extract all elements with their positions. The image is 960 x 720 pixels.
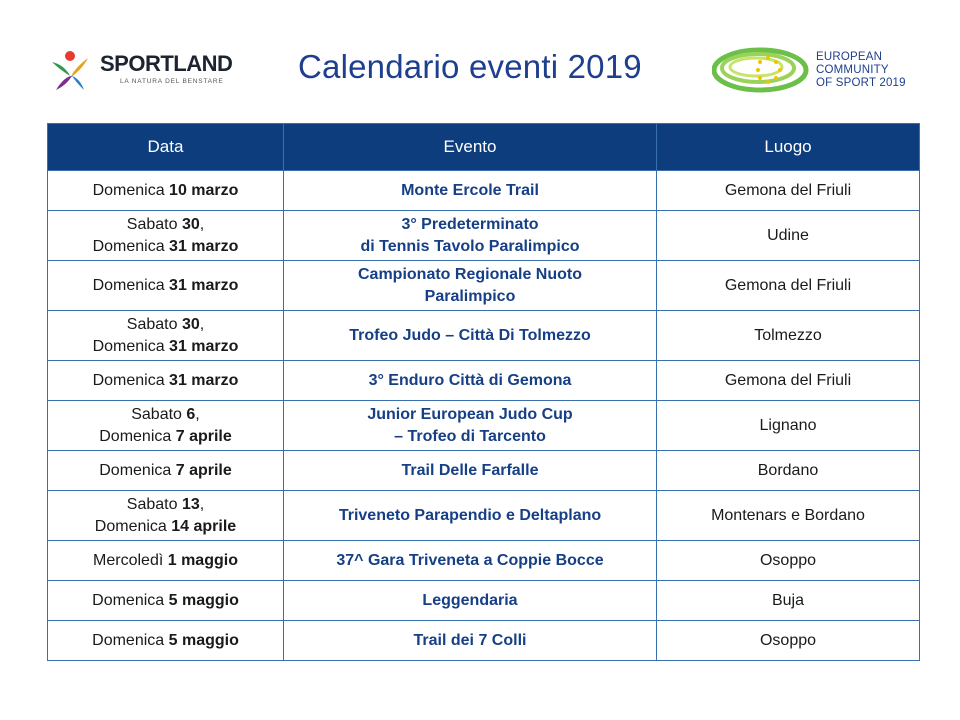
event-place-cell: Gemona del Friuli xyxy=(657,261,920,311)
table-row xyxy=(48,581,920,621)
event-name-line: Trail dei 7 Colli xyxy=(413,631,527,649)
event-name-line: – Trofeo di Tarcento xyxy=(394,427,546,445)
sportland-logo xyxy=(50,48,240,94)
event-date-line xyxy=(54,275,277,297)
event-date-line xyxy=(54,590,277,612)
eu-text-line: OF SPORT 2019 xyxy=(816,77,906,89)
page-header xyxy=(0,0,960,120)
table-row xyxy=(48,211,920,261)
event-date-day: Domenica xyxy=(92,631,169,649)
event-name-cell xyxy=(284,491,657,541)
event-place-cell: Buja xyxy=(657,581,920,621)
event-date-value: 7 aprile xyxy=(175,461,232,479)
event-date-value: 31 marzo xyxy=(169,276,239,294)
event-name-cell xyxy=(284,261,657,311)
event-date-day: Sabato xyxy=(131,405,187,423)
table-row xyxy=(48,621,920,661)
column-header-place: Luogo xyxy=(657,124,920,171)
event-date-value: 5 maggio xyxy=(168,591,239,609)
event-name-cell xyxy=(284,171,657,211)
event-date-cell xyxy=(48,361,284,401)
event-place-cell: Gemona del Friuli xyxy=(657,171,920,211)
event-name-line: Junior European Judo Cup xyxy=(367,405,573,423)
table-row xyxy=(48,361,920,401)
event-date-suffix: , xyxy=(199,315,205,333)
event-date-line xyxy=(54,460,277,482)
event-date-line xyxy=(54,404,277,426)
european-community-text xyxy=(816,51,906,90)
event-date-value: 31 marzo xyxy=(169,337,239,355)
event-date-day: Domenica xyxy=(92,181,170,199)
table-row xyxy=(48,401,920,451)
event-date-cell xyxy=(48,451,284,491)
event-name-line: Trail Delle Farfalle xyxy=(401,461,539,479)
event-name-line: Paralimpico xyxy=(424,287,516,305)
event-date-cell xyxy=(48,401,284,451)
event-name-cell xyxy=(284,541,657,581)
event-name-line: Trofeo Judo – Città Di Tolmezzo xyxy=(349,326,591,344)
event-date-day: Domenica xyxy=(99,427,176,445)
event-date-day: Sabato xyxy=(126,495,182,513)
table-row xyxy=(48,171,920,211)
event-place-cell: Osoppo xyxy=(657,541,920,581)
event-date-suffix: , xyxy=(199,495,205,513)
table-row xyxy=(48,311,920,361)
event-date-suffix: , xyxy=(199,215,205,233)
event-name-cell xyxy=(284,621,657,661)
event-place-cell: Udine xyxy=(657,211,920,261)
event-date-cell xyxy=(48,541,284,581)
event-date-cell xyxy=(48,621,284,661)
event-date-value: 30 xyxy=(181,215,200,233)
european-community-sport-logo xyxy=(712,46,922,94)
event-date-day: Domenica xyxy=(94,517,172,535)
event-date-line xyxy=(54,180,277,202)
event-name-line: Monte Ercole Trail xyxy=(401,181,539,199)
event-name-line: 3° Predeterminato xyxy=(401,215,539,233)
event-date-line xyxy=(54,370,277,392)
event-date-value: 31 marzo xyxy=(169,237,239,255)
event-name-cell xyxy=(284,401,657,451)
eu-text-line: COMMUNITY xyxy=(816,64,889,76)
event-date-value: 1 maggio xyxy=(167,551,238,569)
event-date-line xyxy=(54,236,277,258)
event-date-line xyxy=(54,630,277,652)
event-date-cell xyxy=(48,261,284,311)
event-name-line: Leggendaria xyxy=(422,591,518,609)
event-date-day: Domenica xyxy=(92,591,169,609)
event-name-line: 37^ Gara Triveneta a Coppie Bocce xyxy=(336,551,604,569)
event-name-line: Campionato Regionale Nuoto xyxy=(358,265,582,283)
event-date-cell xyxy=(48,491,284,541)
sportland-figure-icon xyxy=(50,50,98,92)
event-date-day: Domenica xyxy=(92,276,170,294)
event-date-day: Sabato xyxy=(126,215,182,233)
event-date-line xyxy=(54,550,277,572)
event-date-value: 31 marzo xyxy=(169,371,239,389)
event-place-cell: Bordano xyxy=(657,451,920,491)
event-date-line xyxy=(54,214,277,236)
event-date-day: Domenica xyxy=(92,371,170,389)
event-date-value: 7 aprile xyxy=(175,427,232,445)
table-row xyxy=(48,491,920,541)
event-place-cell: Osoppo xyxy=(657,621,920,661)
event-date-value: 30 xyxy=(181,315,200,333)
events-table-body xyxy=(48,171,920,661)
event-name-cell xyxy=(284,311,657,361)
event-name-cell xyxy=(284,361,657,401)
event-name-line: di Tennis Tavolo Paralimpico xyxy=(360,237,580,255)
event-date-value: 10 marzo xyxy=(169,181,239,199)
event-place-cell: Tolmezzo xyxy=(657,311,920,361)
event-name-cell xyxy=(284,211,657,261)
event-date-cell xyxy=(48,581,284,621)
event-date-value: 6 xyxy=(186,405,196,423)
event-name-line: 3° Enduro Città di Gemona xyxy=(368,371,572,389)
event-date-line xyxy=(54,426,277,448)
event-date-suffix: , xyxy=(195,405,200,423)
event-date-day: Sabato xyxy=(126,315,182,333)
event-name-cell xyxy=(284,581,657,621)
event-date-value: 14 aprile xyxy=(171,517,237,535)
event-date-day: Domenica xyxy=(92,337,170,355)
event-date-cell xyxy=(48,211,284,261)
event-date-day: Mercoledì xyxy=(93,551,168,569)
event-name-cell xyxy=(284,451,657,491)
event-date-value: 13 xyxy=(181,495,200,513)
eu-text-line: EUROPEAN xyxy=(816,51,883,63)
event-date-cell xyxy=(48,311,284,361)
european-swoosh-icon xyxy=(712,46,812,94)
event-place-cell: Montenars e Bordano xyxy=(657,491,920,541)
column-header-date: Data xyxy=(48,124,284,171)
table-row xyxy=(48,541,920,581)
page-title: Calendario eventi 2019 xyxy=(298,48,642,85)
event-date-line xyxy=(54,314,277,336)
event-date-line xyxy=(54,336,277,358)
events-table xyxy=(47,123,920,661)
table-row xyxy=(48,451,920,491)
event-date-line xyxy=(54,494,277,516)
table-header-row xyxy=(48,124,920,171)
sportland-name: SPORTLAND xyxy=(100,51,233,76)
event-date-day: Domenica xyxy=(92,237,170,255)
event-date-value: 5 maggio xyxy=(168,631,239,649)
event-place-cell: Lignano xyxy=(657,401,920,451)
event-date-day: Domenica xyxy=(99,461,176,479)
table-row xyxy=(48,261,920,311)
column-header-event: Evento xyxy=(284,124,657,171)
event-place-cell: Gemona del Friuli xyxy=(657,361,920,401)
event-name-line: Triveneto Parapendio e Deltaplano xyxy=(338,506,602,524)
sportland-tagline: LA NATURA DEL BENSTARE xyxy=(120,78,224,85)
event-date-cell xyxy=(48,171,284,211)
event-date-line xyxy=(54,516,277,538)
